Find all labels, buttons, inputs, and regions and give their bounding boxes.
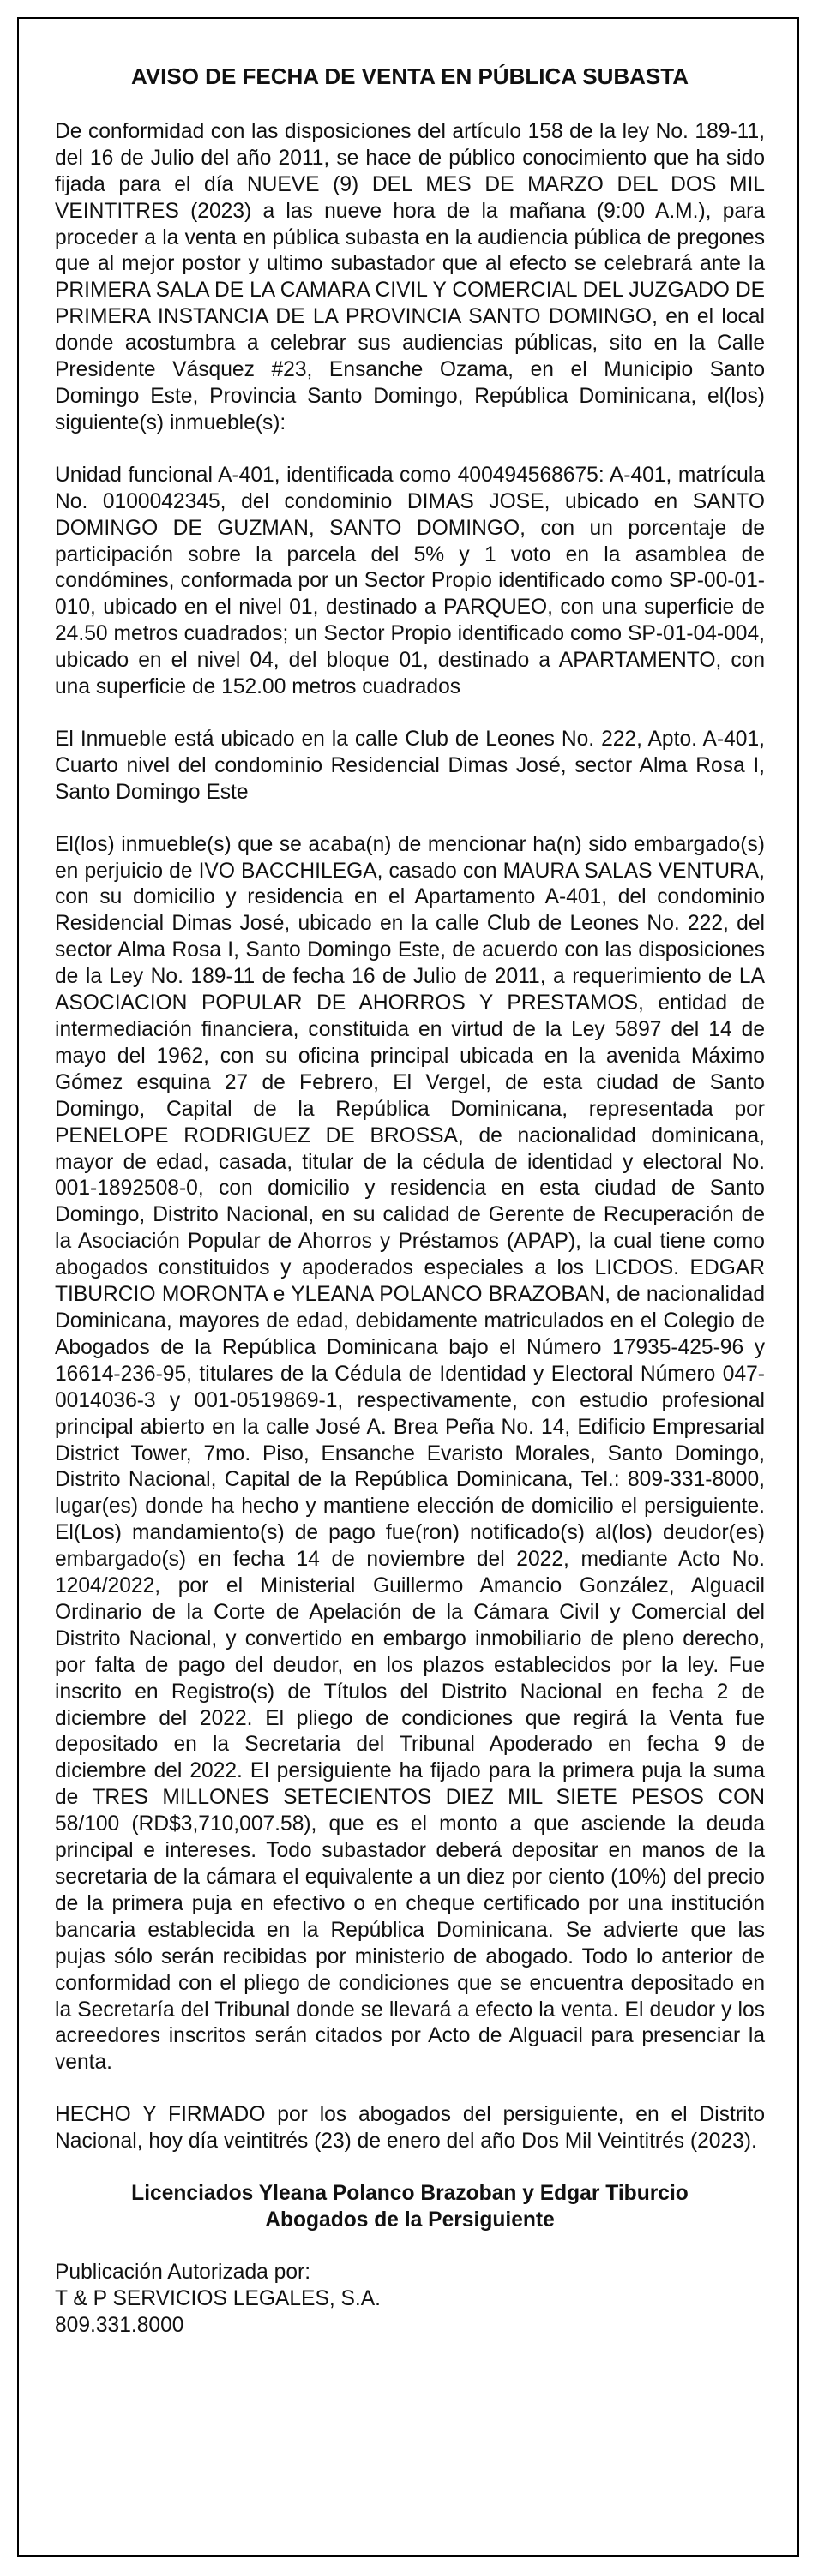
signature-names: Licenciados Yleana Polanco Brazoban y Edgar Tiburcio xyxy=(131,2182,689,2206)
signature-block xyxy=(55,2181,765,2234)
notice-paragraph: El Inmueble está ubicado en la calle Club de Leones No. 222, Apto. A-401, Cuarto nivel del condominio Residencial Dimas José, sector Alma Rosa I, Santo Domingo Este xyxy=(55,727,765,804)
notice-paragraph: De conformidad con las disposiciones del artículo 158 de la ley No. 189-11, del 16 de Julio del año 2011, se hace de público conocimiento que ha sido fijada para el día NUEVE (9) DEL MES DE MARZO DEL DOS MIL VEINTITRES (2023) a las nueve hora de la mañana (9:00 A.M.), para proceder a la venta en pública subasta en la audiencia pública de pregones que al mejor postor y ultimo subastador que al efecto se celebrará ante la PRIMERA SALA DE LA CAMARA CIVIL Y COMERCIAL DEL JUZGADO DE PRIMERA INSTANCIA DE LA PROVINCIA SANTO DOMINGO, en el local donde acostumbra a celebrar sus audiencias públicas, sito en la Calle Presidente Vásquez #23, Ensanche Ozama, en el Municipio Santo Domingo Este, Provincia Santo Domingo, República Dominicana, el(los) siguiente(s) inmueble(s): xyxy=(55,119,765,434)
notice-paragraph: HECHO Y FIRMADO por los abogados del persiguiente, en el Distrito Nacional, hoy día veintitrés (23) de enero del año Dos Mil Veintitrés (2023). xyxy=(55,2103,765,2154)
notice-paragraph: El(los) inmueble(s) que se acaba(n) de mencionar ha(n) sido embargado(s) en perjuicio de IVO BACCHILEGA, casado con MAURA SALAS VENTURA, con su domicilio y residencia en el Apartamento A-401, del condominio Residencial Dimas José, ubicado en la calle Club de Leones No. 222, del sector Alma Rosa I, Santo Domingo Este, de acuerdo con las disposiciones de la Ley No. 189-11 de fecha 16 de Julio de 2011, a requerimiento de LA ASOCIACION POPULAR DE AHORROS Y PRESTAMOS, entidad de intermediación financiera, constituida en virtud de la Ley 5897 del 14 de mayo del 1962, con su oficina principal ubicada en la avenida Máximo Gómez esquina 27 de Febrero, El Vergel, de esta ciudad de Santo Domingo, Capital de la República Dominicana, representada por PENELOPE RODRIGUEZ DE BROSSA, de nacionalidad dominicana, mayor de edad, casada, titular de la cédula de identidad y electoral No. 001-1892508-0, con domicilio y residencia en esta ciudad de Santo Domingo, Distrito Nacional, en su calidad de Gerente de Recuperación de la Asociación Popular de Ahorros y Préstamos (APAP), la cual tiene como abogados constituidos y apoderados especiales a los LICDOS. EDGAR TIBURCIO MORONTA e YLEANA POLANCO BRAZOBAN, de nacionalidad Dominicana, mayores de edad, debidamente matriculados en el Colegio de Abogados de la República Dominicana bajo el Número 17935-425-96 y 16614-236-95, titulares de la Cédula de Identidad y Electoral Número 047-0014036-3 y 001-0519869-1, respectivamente, con estudio profesional principal abierto en la calle José A. Brea Peña No. 14, Edificio Empresarial District Tower, 7mo. Piso, Ensanche Evaristo Morales, Santo Domingo, Distrito Nacional, Capital de la República Dominicana, Tel.: 809-331-8000, lugar(es) donde ha hecho y mantiene elección de domicilio el persiguiente. El(Los) mandamiento(s) de pago fue(ron) notificado(s) al(los) deudor(es) embargado(s) en fecha 14 de noviembre del 2022, mediante Acto No. 1204/2022, por el Ministerial Guillermo Amancio González, Alguacil Ordinario de la Corte de Apelación de la Cámara Civil y Comercial del Distrito Nacional, y convertido en embargo inmobiliario de pleno derecho, por falta de pago del deudor, en los plazos establecidos por la ley. Fue inscrito en Registro(s) de Títulos del Distrito Nacional en fecha 2 de diciembre del 2022. El pliego de condiciones que regirá la Venta fue depositado en la Secretaria del Tribunal Apoderado en fecha 9 de diciembre del 2022. El persiguiente ha fijado para la primera puja la suma de TRES MILLONES SETECIENTOS DIEZ MIL SIETE PESOS CON 58/100 (RD$3,710,007.58), que es el monto a que asciende la deuda principal e intereses. Todo subastador deberá depositar en manos de la secretaria de la cámara el equivalente a un diez por ciento (10%) del precio de la primera puja en efectivo o en cheque certificado por una institución bancaria establecida en la República Dominicana. Se advierte que las pujas sólo serán recibidas por ministerio de abogado. Todo lo anterior de conformidad con el pliego de condiciones que se encuentra depositado en la Secretaría del Tribunal donde se llevará a efecto la venta. El deudor y los acreedores inscritos serán citados por Acto de Alguacil para presenciar la venta. xyxy=(55,832,765,2075)
publication-label: Publicación Autorizada por: xyxy=(55,2260,311,2284)
publication-credit xyxy=(55,2260,765,2339)
publication-company: T & P SERVICIOS LEGALES, S.A. xyxy=(55,2286,382,2310)
notice-paragraph: Unidad funcional A-401, identificada como 400494568675: A-401, matrícula No. 0100042345, del condominio DIMAS JOSE, ubicado en SANTO DOMINGO DE GUZMAN, SANTO DOMINGO, con un porcentaje de participación sobre la parcela del 5% y 1 voto en la asamblea de condómines, conformada por un Sector Propio identificado como SP-00-01-010, ubicado en el nivel 01, destinado a PARQUEO, con una superficie de 24.50 metros cuadrados; un Sector Propio identificado como SP-01-04-004, ubicado en el nivel 04, del bloque 01, destinado a APARTAMENTO, con una superficie de 152.00 metros cuadrados xyxy=(55,463,765,699)
notice-title: AVISO DE FECHA DE VENTA EN PÚBLICA SUBASTA xyxy=(130,63,689,89)
legal-notice xyxy=(17,17,799,2557)
signature-role: Abogados de la Persiguiente xyxy=(265,2208,555,2232)
publication-phone: 809.331.8000 xyxy=(55,2313,184,2337)
